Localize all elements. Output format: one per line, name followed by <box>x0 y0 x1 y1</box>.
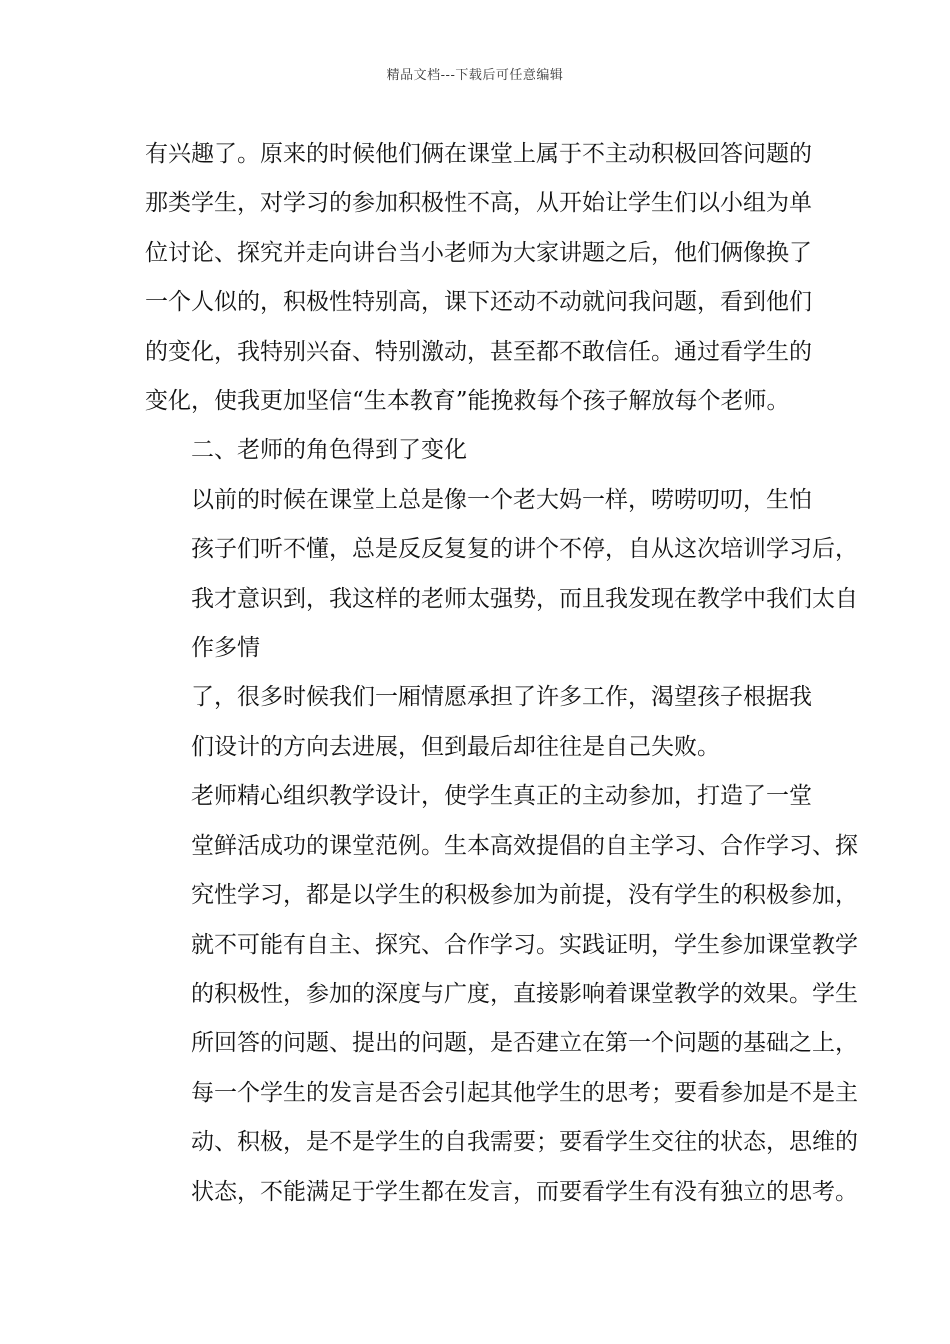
text-line: 孩子们听不懂，总是反反复复的讲个不停，自从这次培训学习后， <box>191 536 858 563</box>
text-line: 了，很多时候我们一厢情愿承担了许多工作，渴望孩子根据我 <box>191 684 812 711</box>
paragraph-teaching-design <box>145 772 858 1217</box>
text-line: 的积极性，参加的深度与广度，直接影响着课堂教学的效果。学生 <box>191 980 858 1007</box>
text-line: 究性学习，都是以学生的积极参加为前提，没有学生的积极参加， <box>191 882 858 909</box>
text-line: 每一个学生的发言是否会引起其他学生的思考；要看参加是不是主 <box>191 1079 858 1106</box>
text-line: 作多情 <box>191 635 260 662</box>
document-body <box>145 130 858 1217</box>
section-heading-teacher-role <box>145 426 811 475</box>
paragraph-before-training <box>145 476 858 674</box>
text-line: 老师精心组织教学设计，使学生真正的主动参加，打造了一堂 <box>191 783 812 810</box>
text-line: 堂鲜活成功的课堂范例。生本高效提倡的自主学习、合作学习、探 <box>191 832 858 859</box>
text-line: 所回答的问题、提出的问题，是否建立在第一个问题的基础之上， <box>191 1030 858 1057</box>
text-line: 状态，不能满足于学生都在发言，而要看学生有没有独立的思考。 <box>191 1178 858 1205</box>
text-line: 我才意识到，我这样的老师太强势，而且我发现在教学中我们太自 <box>191 585 858 612</box>
paragraph-student-change <box>145 130 811 426</box>
text-line: 有兴趣了。原来的时候他们俩在课堂上属于不主动积极回答问题的 <box>145 141 812 167</box>
text-line: 以前的时候在课堂上总是像一个老大妈一样，唠唠叨叨，生怕 <box>191 486 812 513</box>
text-line: 的变化，我特别兴奋、特别激动，甚至都不敢信任。通过看学生的 <box>145 338 812 365</box>
text-line: 二、老师的角色得到了变化 <box>191 437 467 464</box>
page-header: 精品文档---下载后可任意编辑 <box>386 68 564 83</box>
text-line: 一个人似的，积极性特别高，课下还动不动就问我问题，看到他们 <box>145 289 812 316</box>
paragraph-wishful-thinking <box>145 673 811 772</box>
text-line: 们设计的方向去进展，但到最后却往往是自己失败。 <box>191 733 720 760</box>
text-line: 就不可能有自主、探究、合作学习。实践证明，学生参加课堂教学 <box>191 931 858 958</box>
text-line: 变化，使我更加坚信“生本教育”能挽救每个孩子解放每个老师。 <box>145 388 790 415</box>
text-line: 那类学生，对学习的参加积极性不高，从开始让学生们以小组为单 <box>145 190 812 217</box>
text-line: 位讨论、探究并走向讲台当小老师为大家讲题之后，他们俩像换了 <box>145 239 812 266</box>
text-line: 动、积极，是不是学生的自我需要；要看学生交往的状态，思维的 <box>191 1129 858 1156</box>
